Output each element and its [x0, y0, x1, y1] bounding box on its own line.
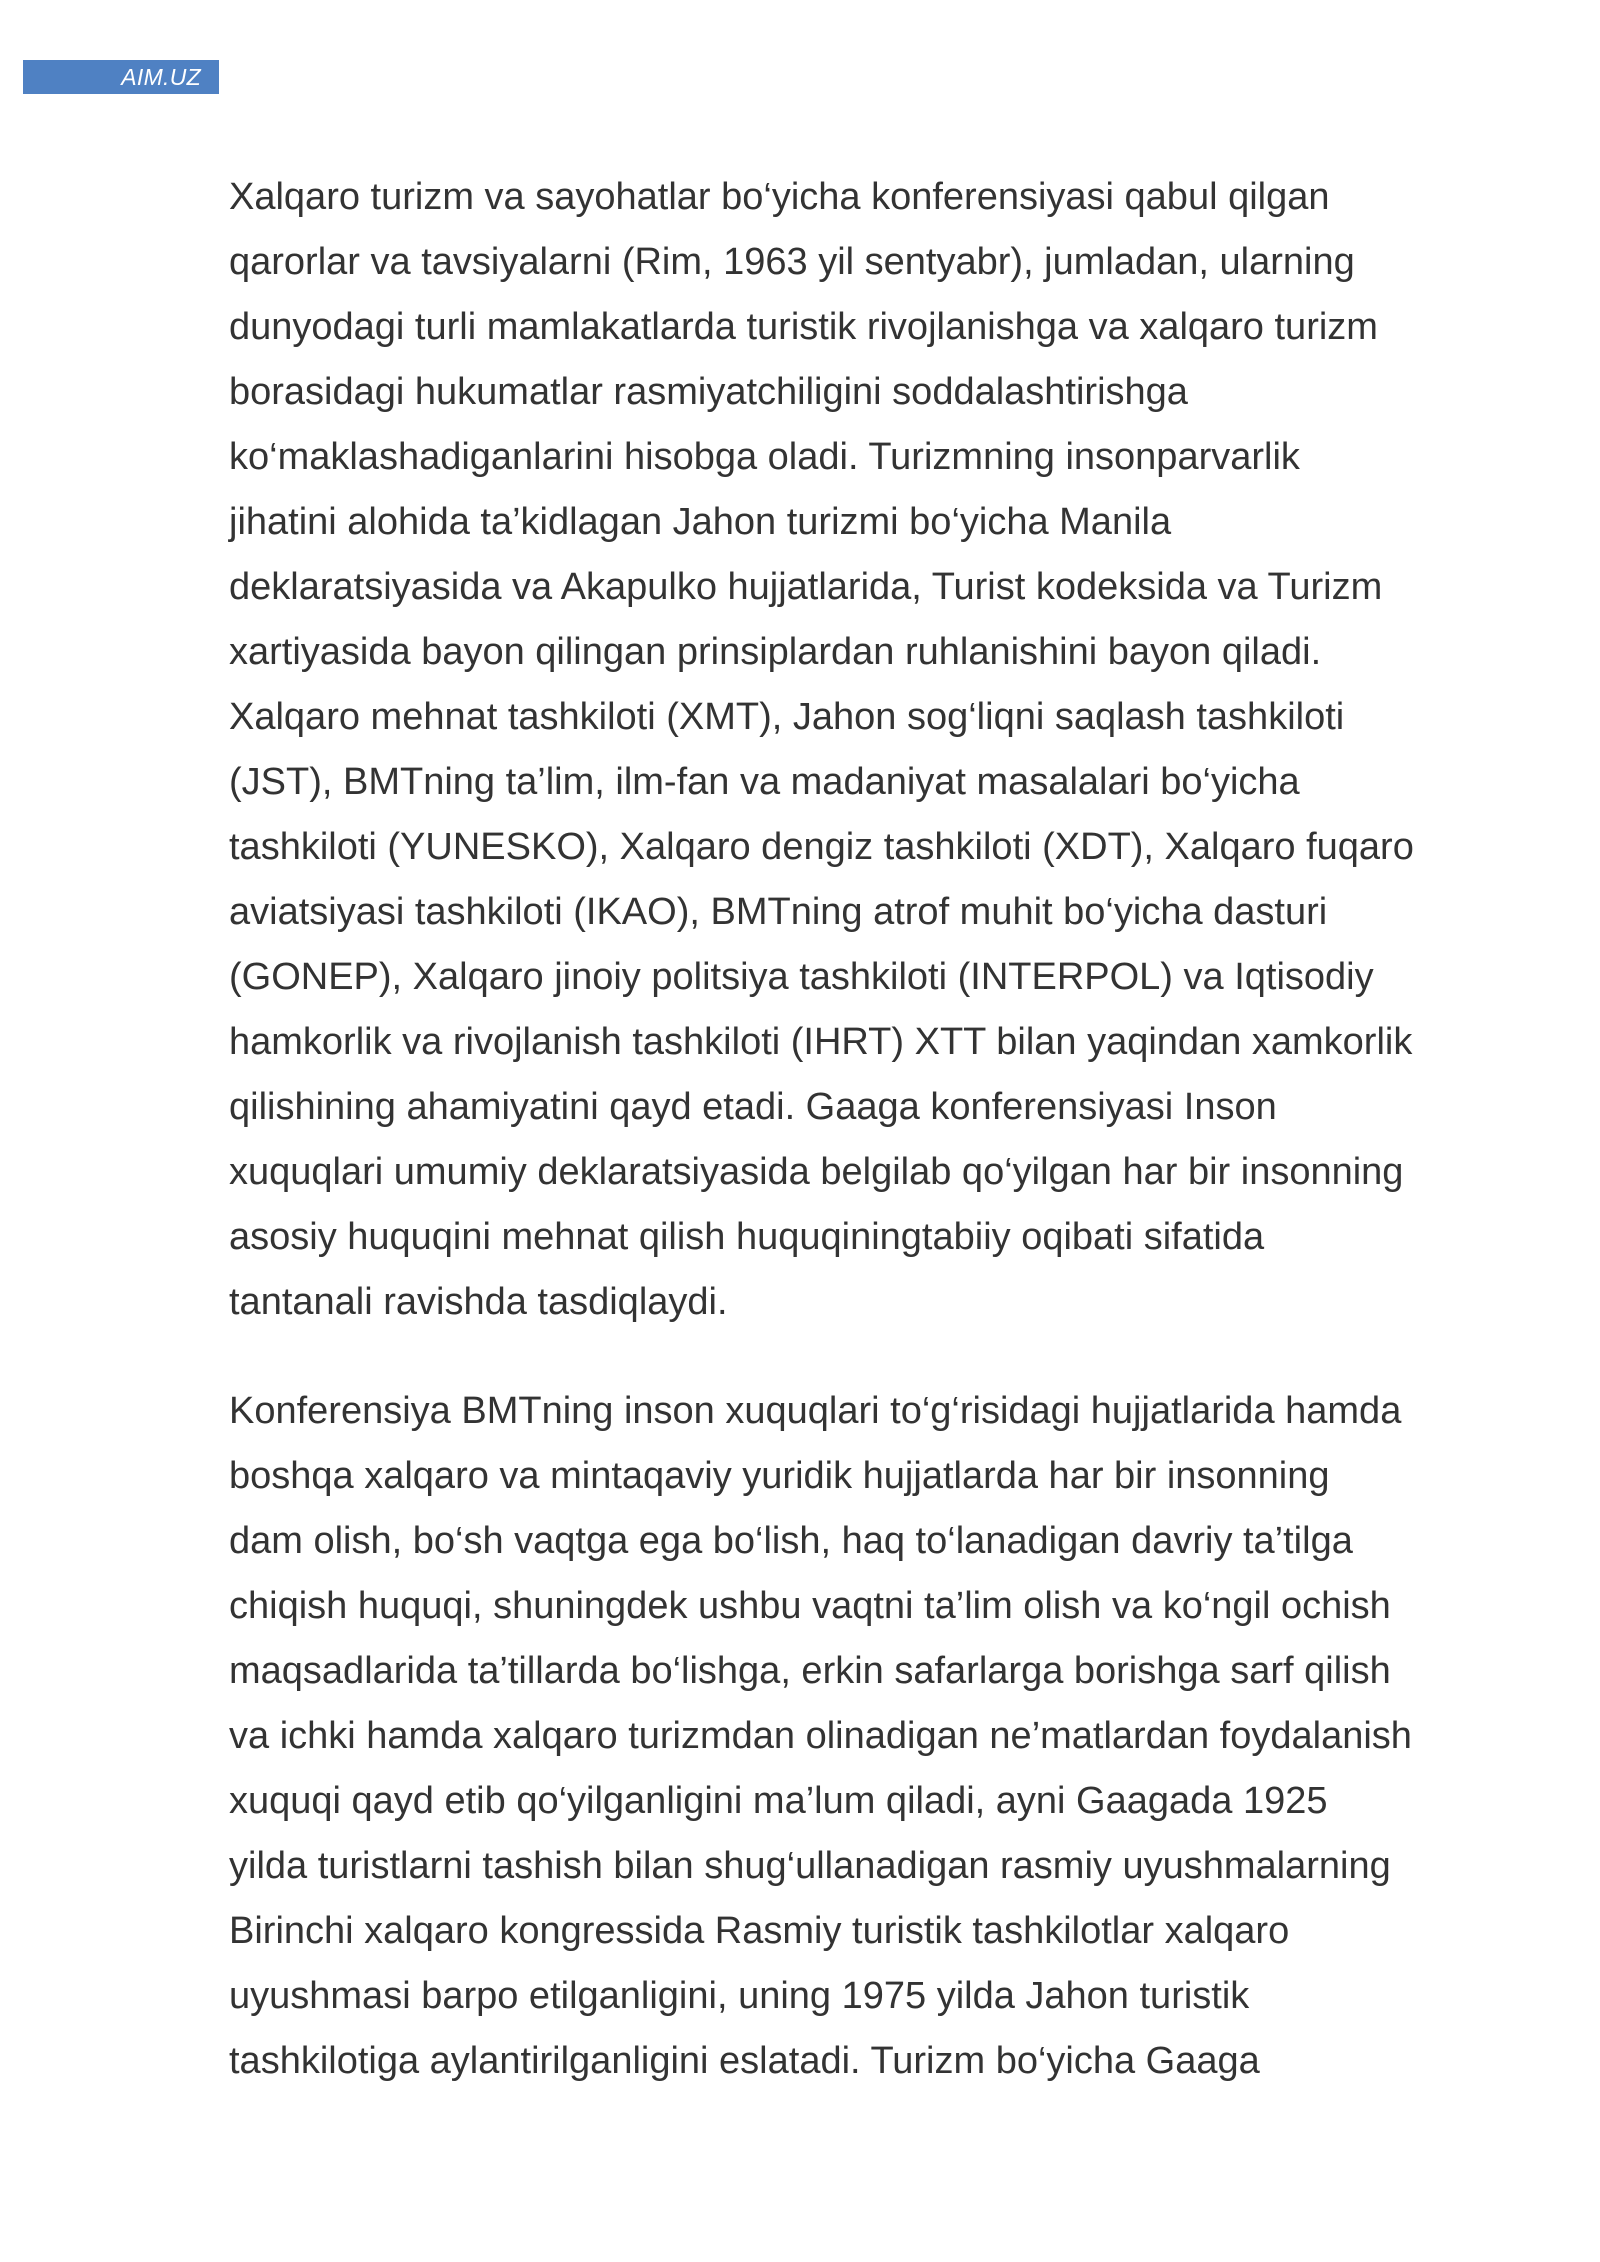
text-line: (GONEP), Xalqaro jinoiy politsiya tashkiloti (INTERPOL) va Iqtisodiy: [229, 956, 1374, 998]
text-line: qarorlar va tavsiyalarni (Rim, 1963 yil sentyabr), jumladan, ularning: [229, 241, 1355, 283]
text-line: (JST), BMTning ta’lim, ilm-fan va madaniyat masalalari bo‘yicha: [229, 761, 1300, 803]
text-line: aviatsiyasi tashkiloti (IKAO), BMTning atrof muhit bo‘yicha dasturi: [229, 891, 1328, 933]
site-logo: [23, 60, 219, 94]
text-line: Xalqaro turizm va sayohatlar bo‘yicha konferensiyasi qabul qilgan: [229, 176, 1330, 218]
text-line: va ichki hamda xalqaro turizmdan olinadigan ne’matlardan foydalanish: [229, 1715, 1412, 1757]
text-line: chiqish huquqi, shuningdek ushbu vaqtni ta’lim olish va ko‘ngil ochish: [229, 1585, 1391, 1627]
text-line: deklaratsiyasida va Akapulko hujjatlarida, Turist kodeksida va Turizm: [229, 566, 1383, 608]
document-body: [229, 165, 1519, 2094]
paragraph-2: [229, 1379, 1519, 2094]
text-line: Birinchi xalqaro kongressida Rasmiy turistik tashkilotlar xalqaro: [229, 1910, 1290, 1952]
text-line: boshqa xalqaro va mintaqaviy yuridik hujjatlarda har bir insonning: [229, 1455, 1330, 1497]
text-line: dunyodagi turli mamlakatlarda turistik rivojlanishga va xalqaro turizm: [229, 306, 1378, 348]
text-line: borasidagi hukumatlar rasmiyatchiligini soddalashtirishga: [229, 371, 1188, 413]
text-line: Konferensiya BMTning inson xuquqlari to‘g‘risidagi hujjatlarida hamda: [229, 1390, 1402, 1432]
text-line: hamkorlik va rivojlanish tashkiloti (IHRT) XTT bilan yaqindan xamkorlik: [229, 1021, 1413, 1063]
text-line: tashkiloti (YUNESKO), Xalqaro dengiz tashkiloti (XDT), Xalqaro fuqaro: [229, 826, 1414, 868]
paragraph-1: [229, 165, 1519, 1335]
site-logo-text: AIM.UZ: [121, 64, 201, 90]
text-line: asosiy huquqini mehnat qilish huquqiningtabiiy oqibati sifatida: [229, 1216, 1265, 1258]
text-line: xuquqi qayd etib qo‘yilganligini ma’lum qiladi, ayni Gaagada 1925: [229, 1780, 1328, 1822]
text-line: uyushmasi barpo etilganligini, uning 1975 yilda Jahon turistik: [229, 1975, 1250, 2017]
text-line: maqsadlarida ta’tillarda bo‘lishga, erkin safarlarga borishga sarf qilish: [229, 1650, 1391, 1692]
text-line: tantanali ravishda tasdiqlaydi.: [229, 1281, 728, 1323]
text-line: xartiyasida bayon qilingan prinsiplardan ruhlanishini bayon qiladi.: [229, 631, 1322, 673]
text-line: yilda turistlarni tashish bilan shug‘ullanadigan rasmiy uyushmalarning: [229, 1845, 1391, 1887]
text-line: qilishining ahamiyatini qayd etadi. Gaaga konferensiyasi Inson: [229, 1086, 1277, 1128]
text-line: Xalqaro mehnat tashkiloti (XMT), Jahon sog‘liqni saqlash tashkiloti: [229, 696, 1345, 738]
text-line: dam olish, bo‘sh vaqtga ega bo‘lish, haq to‘lanadigan davriy ta’tilga: [229, 1520, 1353, 1562]
text-line: ko‘maklashadiganlarini hisobga oladi. Turizmning insonparvarlik: [229, 436, 1300, 478]
text-line: jihatini alohida ta’kidlagan Jahon turizmi bo‘yicha Manila: [229, 501, 1172, 543]
text-line: xuquqlari umumiy deklaratsiyasida belgilab qo‘yilgan har bir insonning: [229, 1151, 1404, 1193]
text-line: tashkilotiga aylantirilganligini eslatadi. Turizm bo‘yicha Gaaga: [229, 2040, 1260, 2082]
